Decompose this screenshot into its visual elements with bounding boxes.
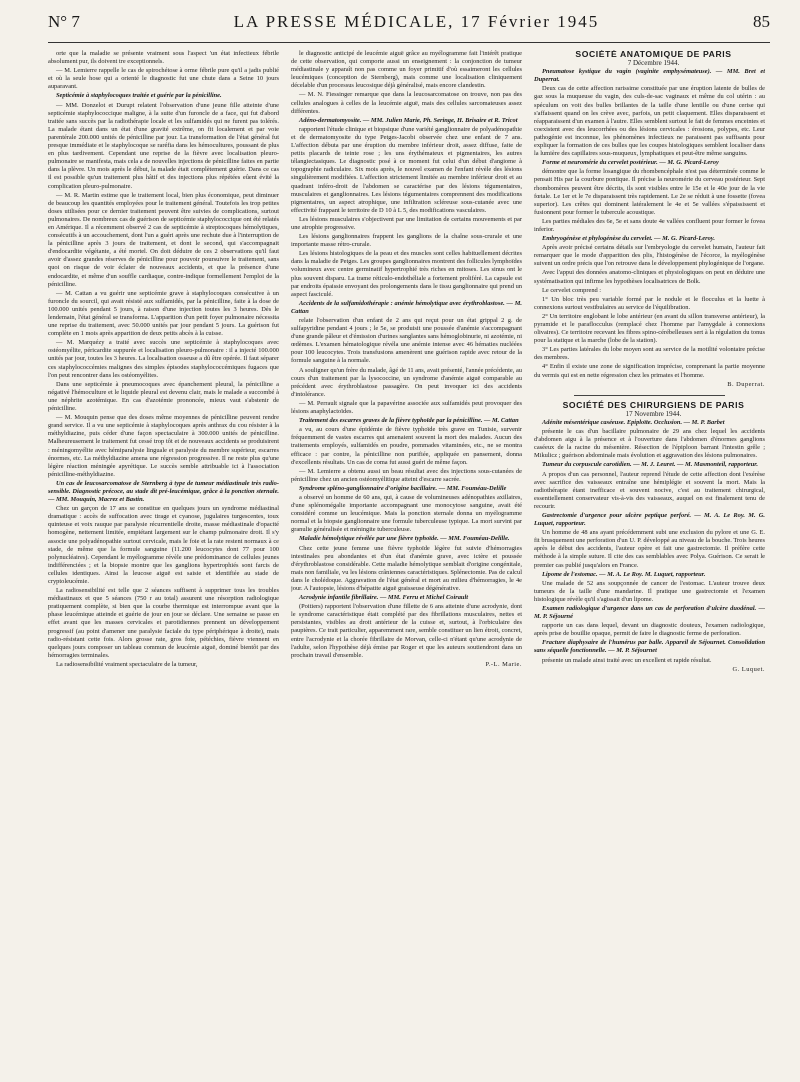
article-heading: Septicémie à staphylocoques traitée et guérie par la pénicilline. <box>56 92 222 100</box>
article-heading: Syndrome spléno-ganglionnaire d'origine bacillaire. — MM. Fouméau-Delille <box>299 484 507 492</box>
paragraph: Deux cas de cette affection rarissime constituée par une éruption latente de bulles de gaz sous la muqueuse du vagin, des culs-de-sac vaginaux et même du col utérin : au spéculum on voit des bulles brillantes de la taille d'une lentille ou d'une cerise qui s'affaissent quand on les crève avec, parfois, un petit claquement. Elles disparaissent et réapparaissent d'un examen à l'autre. Elles semblent surtout le fait de femmes enceintes et coexistent avec des leucorrhées ou des lésions cervicales : érosions, polypes, etc. Leur pathogénie est inconnue, les phénomènes infectieux ne paraissent pas suffisants pour expliquer la formation de ces bulles que les coupes histologiques semblent localiser dans la lumière des capillaires sous-muqueux, lymphatiques et peut-être même sanguins. <box>534 85 765 158</box>
paragraph: Les parties médiales des 6e, 5e et sans doute 4e vallées confluent pour former le fovea inferior. <box>534 217 765 233</box>
issue-number: N° 7 <box>48 12 80 31</box>
article-heading: Gastrectomie d'urgence pour ulcère peptique perforé. — M. A. Le Roy. M. G. Luquet, rapporteur. <box>534 511 765 528</box>
paragraph: La radiosensibilité est telle que 2 séances suffisent à supprimer tous les troubles médiastinaux et que 5 séances (750 r au total) assurent une résorption radiologique pratiquement complète, si bien que la courbe thermique est interrompue avant que la phase leucémique atteinde et guérie de jour en jour se déclare. Une semaine se passe en effet avant que les masses cervicales et parotidiennes prennent un développement progressif (au point d'amener une paralysie faciale du type périphérique à droite), mais radio-résistant cette fois. Alors grosse rate, gros foie, pétéchies, fièvre viennent en quelques jours composer un tableau commun de leucémie aiguë, dominé bientôt par des hémorragies terminales. <box>48 587 279 659</box>
signature: B. Duperrat. <box>727 380 765 388</box>
paragraph: 4° Enfin il existe une zone de signification imprécise, comprenant la partie moyenne du vermis qui est en nette régression chez les primates et l'homme. <box>534 363 765 379</box>
text-columns <box>48 50 770 1075</box>
paragraph: Le cervelet comprend : <box>542 286 602 294</box>
article-heading: Traitement des escarres graves de la fièvre typhoïde par la pénicilline. — M. Cattan <box>299 417 519 425</box>
paragraph: le diagnostic anticipé de leucémie aiguë grâce au myélogramme fait l'intérêt pratique de cette observation, qui comporte aussi un enseignement : la conjonction de tumeur médiastinale y apparaît non pas comme un foyer primitif d'où essaimeront les cellules leucémiques (conception de Sternberg), mais comme une localisation cliniquement décelable d'un processus leucosique déjà généralisé, mais encore clandestin. <box>291 50 522 90</box>
paragraph: rapportent l'étude clinique et biopsique d'une variété ganglionnaire de polyadénopathie et de dermatomyosite du type Petges-Jacobi observée chez une enfant de 7 ans. L'affection débuta par une éruption du membre inférieur droit, assez diffuse, faite de petits placards de teinte rose ; les uns érythémateux et pigmentaires, les autres télangiectasiques. Le diagnostic posé à ce moment fut celui d'un début d'angiome à topographie radiculaire. Six mois après, le nouvel examen de l'enfant révèle des lésions singulièrement modifiées. L'affection strictement limitée au membre inférieur droit et au quadrant inféro-droit de l'abdomen se caractérise par des lésions tégumentaires, musculaires et ganglionnaires. Les lésions tégumentaires comprennent des modifications pigmentaires, un aspect atrophique, une infiltration scléreuse sous-cutanée avec une effectivité frappant le territoire de D 10 à L 5, des modifications vasculaires. <box>291 125 522 214</box>
section-title: SOCIÉTÉ ANATOMIQUE DE PARIS <box>575 50 732 59</box>
page-header <box>48 12 770 43</box>
column-3 <box>534 50 765 1075</box>
article-heading: Accidents de la sulfamidothérapie : anémie hémolytique avec érythroblastose. — M. Cattan <box>291 299 522 315</box>
paragraph: Les lésions ganglionnaires frappent les ganglions de la chaîne sous-crurale et une importante masse rétro-crurale. <box>291 233 522 249</box>
journal-title: LA PRESSE MÉDICALE, 17 Février 1945 <box>233 12 600 31</box>
article-heading: Examen radiologique d'urgence dans un cas de perforation d'ulcère duodénal. — M. P. Séjourné <box>534 605 765 621</box>
paragraph: — M. Marquézy a traité avec succès une septicémie à staphylocoques avec ostéomyélite, péricardite suppurée et localisation pleuro-pulmonaire : il a injecté 100.000 unités par jour, toutes les 3 heures. La localisation osseuse a dû être opérée. Il faut séparer ces staphylococcémies malignes des simples épisodes staphylococcémiques fugaces que l'on peut rencontrer dans les ostéomyélites. <box>48 339 279 379</box>
paragraph: A souligner qu'un frère du malade, âgé de 11 ans, avait présenté, l'année précédente, au cours d'un traitement par la lysococcine, un syndrome d'anémie aiguë comparable au précédent avec érythroblastose passagère. On peut invoquer ici des accidents d'intolérance. <box>291 366 522 398</box>
section-date: 7 Décembre 1944. <box>627 59 680 68</box>
article-heading: Fracture diaphysaire de l'humérus par balle. Appareil de Séjournet. Consolidation sans séquelle fonctionnelle. — M. P. Séjournet <box>534 639 765 655</box>
paragraph: présente le cas d'un bacillaire pulmonaire de 29 ans chez lequel les accidents d'abdomen aigu à la présence et à l'ouverture dans l'abdomen d'énormes ganglions caséeux de la racine du mésentère. Résection de l'épiploon barrant l'intestin grêle ; Mikulicz ; guérison abdominale mais évolution et aggravation des lésions pulmonaires. <box>534 428 765 460</box>
paragraph: Dans une septicémie à pneumocoques avec épanchement pleural, la pénicilline a négativé l'hémoculture et le liquide pleural est devenu clair, mais le malade a succombé à une néphrite azotémique. En cas d'azotémie prononcée, mieux vaut s'abstenir de pénicilline. <box>48 380 279 413</box>
column-1 <box>48 50 279 1075</box>
section-title: SOCIÉTÉ DES CHIRURGIENS DE PARIS <box>562 399 745 410</box>
paragraph: rapporte un cas dans lequel, devant un diagnostic douteux, l'examen radiologique, après prise de bouillie opaque, permit de faire le diagnostic ferme de perforation. <box>534 622 765 638</box>
paragraph: (Poitiers) rapportent l'observation d'une fillette de 6 ans atteinte d'une acrodynie, dont le syndrome caractéristique était complété par des fibrillations musculaires, nettes et persistantes, visibles au droit antérieur de la cuisse et, surtout, à l'orbiculaire des paupières. Ce trait particulier, apparemment rare, semble constituer un lien étroit, concret, entre l'acrodynie et la chorée fibrillaire de Morvan, celle-ci n'étant qu'une acrodynie de l'adulte, selon l'hypothèse déjà émise par Roger et que les auteurs soutiendront dans un prochain travail d'ensemble. <box>291 603 522 659</box>
paragraph: Un homme de 48 ans ayant précédemment subi une exclusion du pylore et une G. E. fit brusquement une perforation d'un U. P. développé au niveau de la bouche. Trois heures après le début des accidents, l'auteur opère et fait une gastrectomie. Il préfère cette méthode à la simple suture. Il cite des cas semblables avec Polya. Guérison. Ce serait le premier cas publié jusqu'alors en France. <box>534 529 765 569</box>
section-date: 17 Novembre 1944. <box>625 409 682 418</box>
paragraph: — M. Cattan a vu guérir une septicémie grave à staphylocoques consécutive à un furoncle du sourcil, qui avait résisté aux sulfamidés, par la pénicilline, faite à la dose de 100.000 unités pendant 5 jours, à raison d'une injection toutes les 3 heures. Dès le lendemain, l'état général se transforma. L'apparition d'un petit foyer pulmonaire nécessita une reprise du traitement, avec 50.000 unités par jour pendant 5 jours. La guérison fut complète en 1 mois après apparition de deux petits abcès à la cuisse. <box>48 289 279 338</box>
paragraph: Avec l'appui des données anatomo-cliniques et physiologiques on peut en déduire une systématisation qui infirme les hypothèses localisatrices de Bolk. <box>534 269 765 285</box>
article-heading: Tumeur du corpuscule carotidien. — M. J. Leuret. — M. Masmonteil, rapporteur. <box>542 461 758 469</box>
article-heading: Lipome de l'estomac. — M. A. Le Roy. M. Luquet, rapporteur. <box>542 570 706 578</box>
paragraph: — M. Lemierre a obtenu aussi un beau résultat avec des injections sous-cutanées de pénicilline chez un ancien ostéomyélitique atteint d'escarre sacrée. <box>291 467 522 483</box>
paragraph: démontre que la forme losangique du rhombencéphale n'est pas déterminée comme le pensait His par la courbure pontique. Il précise la neuromérie du cerveau postérieur. Sept rhombomères peuvent être décrits, ils sont visibles entre le 15e et le 40e jour de la vie fœtale. Le 1er et le 7e disparaissent très rapidement. Le 2e se réduit à une fossette (fovea superior). Les crêtes qui dominent latéralement le 4e et 5e vallées s'épaississent et fusionnent pour former le tubercule acoustique. <box>534 168 765 216</box>
paragraph: présente un malade ainsi traité avec un excellent et rapide résultat. <box>542 656 712 664</box>
paragraph: Les lésions histologiques de la peau et des muscles sont celles habituellement décrites dans la maladie de Petges. Les groupes ganglionnaires montrent des follicules lymphoïdes volumineux avec centre germinatif hypertrophié très riches en mitoses. Les sinus ont le plus souvent disparu. La trame réticulo-endothéliale a fortement proliféré. La capsule est par endroits épaissie envoyant des prolongements dans le tissu ganglionnaire qui prend un aspect fasciculé. <box>291 250 522 298</box>
divider <box>574 395 725 396</box>
column-2 <box>291 50 522 1075</box>
paragraph: La radiosensibilité vraiment spectaculaire de la tumeur, <box>56 660 198 668</box>
paragraph: 2° Un territoire englobant le lobe antérieur (en avant du sillon transverse antérieur), la pyramide et le paraflocculus (remplacé chez l'homme par l'amygdale à connexions olivaires). Ce territoire recevant les fibres spino-cérébelleuses sert à la régulation du tonus pour la statique et la marche (lobe de la station). <box>534 312 765 345</box>
article-heading: Acrodynie infantile fibrillaire. — MM. Ferru et Michel Coirault <box>299 594 469 602</box>
paragraph: — M. Lemierre rappelle le cas de spirochétose à orme fébrile pure qu'il a jadis publié et où la seule hose qui a orienté le diagnostic fut une chute dans a Seine 10 jours auparavant. <box>48 67 279 91</box>
page-number: 85 <box>752 12 770 31</box>
paragraph: relate l'observation d'un enfant de 2 ans qui reçut pour un état grippal 2 g. de sulfapyridine pendant 4 jours ; le 5e, se produisit une poussée d'anémie s'accompagnant d'une grande pâleur et d'émission d'urines sanglantes sans hémoglobinurie, ni azotémie, ni œdèmes. L'examen hématologique révéla une anémie intense avec 46 hématies nucléées pour 100 leucocytes. Trois transfusions amenèrent une guérison rapide avec retour de la formule sanguine à la normale. <box>291 317 522 365</box>
signature: G. Luquet. <box>732 665 765 673</box>
paragraph: a observé un homme de 60 ans, qui, à cause de volumineuses adénopathies axillaires, d'une splénomégalie importante accompagnant une monocytose sanguine, avait été considéré comme un leucémique. Mais la ponction sternale donna un myélogramme normal et la biopsie ganglionnaire une formule tuberculeuse typique. La mort survint par granulie généralisée et méningite tuberculeuse. <box>291 493 522 534</box>
paragraph: 1° Un bloc très peu variable formé par le nodule et le flocculus et la luette à connexions surtout vestibulaires au service de l'équilibration. <box>534 295 765 311</box>
article-heading: Adéno-dermatomyosite. — MM. Julien Marie, Ph. Seringe, H. Brisaire et R. Tricot <box>299 116 518 124</box>
article-heading: Un cas de leucosarcomatose de Sternberg à type de tumeur médiastinale très radio-sensible. Diagnostic précoce, au stade dit pré-leucémique, grâce à la ponction sternale. — MM. Mouquin, Macrez et Bastin. <box>48 479 279 504</box>
article-heading: Embryogénèse et phylogénèse du cervelet. — M. G. Picard-Leroy. <box>542 235 715 243</box>
paragraph: — M. Perrault signale que la papavérine associée aux sulfamidés peut provoquer des lésions anaphylactoïdes. <box>291 399 522 416</box>
paragraph: A propos d'un cas personnel, l'auteur reprend l'étude de cette affection dont l'exérèse avec sacrifice des vaisseaux entraîne une hémiplégie et souvent la mort. Mais la radiothérapie étant inefficace et souvent nocive, c'est au traitement chirurgical, essentiellement conservateur vis-à-vis des vaisseaux, auquel on est finalement tenu de recourir. <box>534 470 765 510</box>
paragraph: Chez un garçon de 17 ans se constitue en quelques jours un syndrome médiastinal dramatique : accès de suffocation avec tirage et cyanose, jugulaires turgescentes, toux quinteuse et voix rauque par paralysie récurrentielle droite, masse médiastinale d'opacité homogène, nettement limitée, empiétant largement sur le champ pulmonaire droit. Il s'y associe une polyadénopathie surtout cervicale, mais le foie et la rate restent normaux à ce stade, de même que la formule sanguine (11.200 leucocytes dont 77 pour 100 polynucléaires). Cependant le myélogramme révèle une prédominance de cellules jeunes indifférenciées ; et la biopsie montre que les ganglions hypertrophiés sont farcis de cellules identiques. Ainsi la leucose aiguë est saisie et identifiée au stade de cryptoleucémie. <box>48 505 279 585</box>
article-heading: Pneumatose kystique du vagin (vaginite emphysémateuse). — MM. Bret et Duperrat. <box>534 68 765 84</box>
paragraph: Chez cette jeune femme une fièvre typhoïde légère fut suivie d'hémorragies intestinales peu abondantes et d'un état d'anémie grave, avec ictère et poussée d'érythroblastose considérable. Cette maladie hémolytique semblait d'origine congénitale, mais non familiale, vu les lésions crâniennes caractéristiques. Splénectomie. Pas de calcul dans le cholédoque. Aggravation de l'état général et mort au milieu d'hémorragies, le 4e jour. A l'autopsie, lésions d'hépatite aiguë graisseuse dégénérative. <box>291 544 522 592</box>
paragraph: — M. Mouquin pense que des doses même moyennes de pénicilline peuvent rendre grand service. Il a vu une septicémie à staphylocoques après anthrax du cou résister à la méthyldiazine, puis céder d'une façon spectaculaire à 300.000 unités de pénicilline. Malheureusement le traitement fut cessé trop tôt et de nouveaux accidents se produisirent : méningomyélite avec hémiparalysie linguale et paralysie du membre supérieur, escarres énormes, etc. La méthyldiazine amena une régression progressive. Il ne reste plus qu'une légère réaction méningée apyrétique. Le succès semble attribuable ici à l'association pénicilline-méthyldiazine. <box>48 414 279 478</box>
paragraph: Les lésions musculaires s'objectivent par une limitation de certains mouvements et par une atrophie progressive. <box>291 215 522 231</box>
article-heading: Forme et neuromérie du cervelet postérieur. — M. G. Picard-Leroy <box>542 159 719 167</box>
article-heading: Maladie hémolytique révélée par une fièvre typhoïde. — MM. Fouméau-Delille. <box>299 535 510 543</box>
paragraph: Une malade de 52 ans soupçonnée de cancer de l'estomac. L'auteur trouve deux tumeurs de la taille d'une mandarine. Il pratique une gastrectomie et l'examen histologique révèle qu'il s'agissait d'un lipome. <box>534 579 765 603</box>
article-heading: Adénite mésentérique caséeuse. Epiploïte. Occlusion. — M. P. Barbet <box>542 418 725 426</box>
paragraph: Après avoir précisé certains détails sur l'embryologie du cervelet humain, l'auteur fait remarquer que le mode d'apparition des plis, l'histogénèse de l'écorce, la myélogénèse suivent un ordre précis que l'on retrouve dans le développement phylogénique de l'organe. <box>534 244 765 268</box>
paragraph: — MM. Donzelot et Durupt relatent l'observation d'une jeune fille atteinte d'une septicémie staphylococcique maligne, à la suite d'un furoncle de a face, qui fut d'abord traitée sans succès par la radiothérapie locale et les sulfamidés qui ne furent pas tolérés. La malade étant dans un état d'une gravité extrême, on fit localement et par voie parentérale 200.000 unités de pénicilline par jour. La transformation de l'état général fut presque immédiate et le staphylocoque se raréfia dans les hémocultures, poussant de plus en plus tardivement. Cependant une reprise de la fièvre avec localisation pleuro-pulmonaire se manifesta, mais cela a de nouvelles injections de pénicilline faites en partie dans la plèvre. Un mois après le début, la malade était complètement guérie. Dans ce cas il est possible qu'un traitement plus hâtif et des injections plus répétées eûent évité la complication pleuro-pulmonaire. <box>48 101 279 190</box>
paragraph: — M. N. Fiessinger remarque que dans la leucosarcomatose on trouve, non pas des cellules analogues à celles de la leucémie aiguë, mais des cellules sarcomateuses assez différentes. <box>291 91 522 115</box>
paragraph: orte que la maladie se présente vraiment sous l'aspect 'un état infectieux fébrile absolument pur, ils doivent tre exceptionnels. <box>48 50 279 66</box>
signature: P.-L. Marie. <box>485 660 522 668</box>
paragraph: 3° Les parties latérales du lobe moyen sont au service de la motilité volontaire précise des membres. <box>534 346 765 362</box>
paragraph: a vu, au cours d'une épidémie de fièvre typhoïde très grave en Tunisie, survenir fréquemment de vastes escarres qui amenaient souvent la mort des malades. Aucun des traitements employés, sulfamidés en poudre, pommades vitaminées, etc., ne se montra efficace : par contre, la pénicilline non purifiée, appliquée en pansement, donna d'excellents résultats. Un cas de coma fut aussi guéri de même façon. <box>291 426 522 466</box>
paragraph: — M. R. Martin estime que le traitement local, bien plus économique, peut diminuer de beaucoup les quantités employées pour le traitement général. Toutefois les trop petites doses utilisées pour ce dernier traitement peuvent être suivies de complications, surtout pulmonaires. De nombreux cas de guérison de septicémie staphylococcique ont été relatés en Amérique. Il a récemment observé 2 cas de septicémie à streptocoques hémolytiques, consécutifs à un accouchement, dont l'un a guéri après une rechute due à l'interruption de la pénicilline après 3 jours de traitement, et dont le second, qui s'accompagnait d'endocardite végétante, a été mortel. On doit déduire de ces 2 observations qu'il faut avoir d'assez grandes réserves de pénicilline pour pouvoir poursuivre le traitement, sans quoi on risque de voir éclater de nouveaux accidents, et que la présence d'une endocardite, et même d'un souffle cardiaque, contre-indique formellement l'emploi de la pénicilline. <box>48 191 279 288</box>
